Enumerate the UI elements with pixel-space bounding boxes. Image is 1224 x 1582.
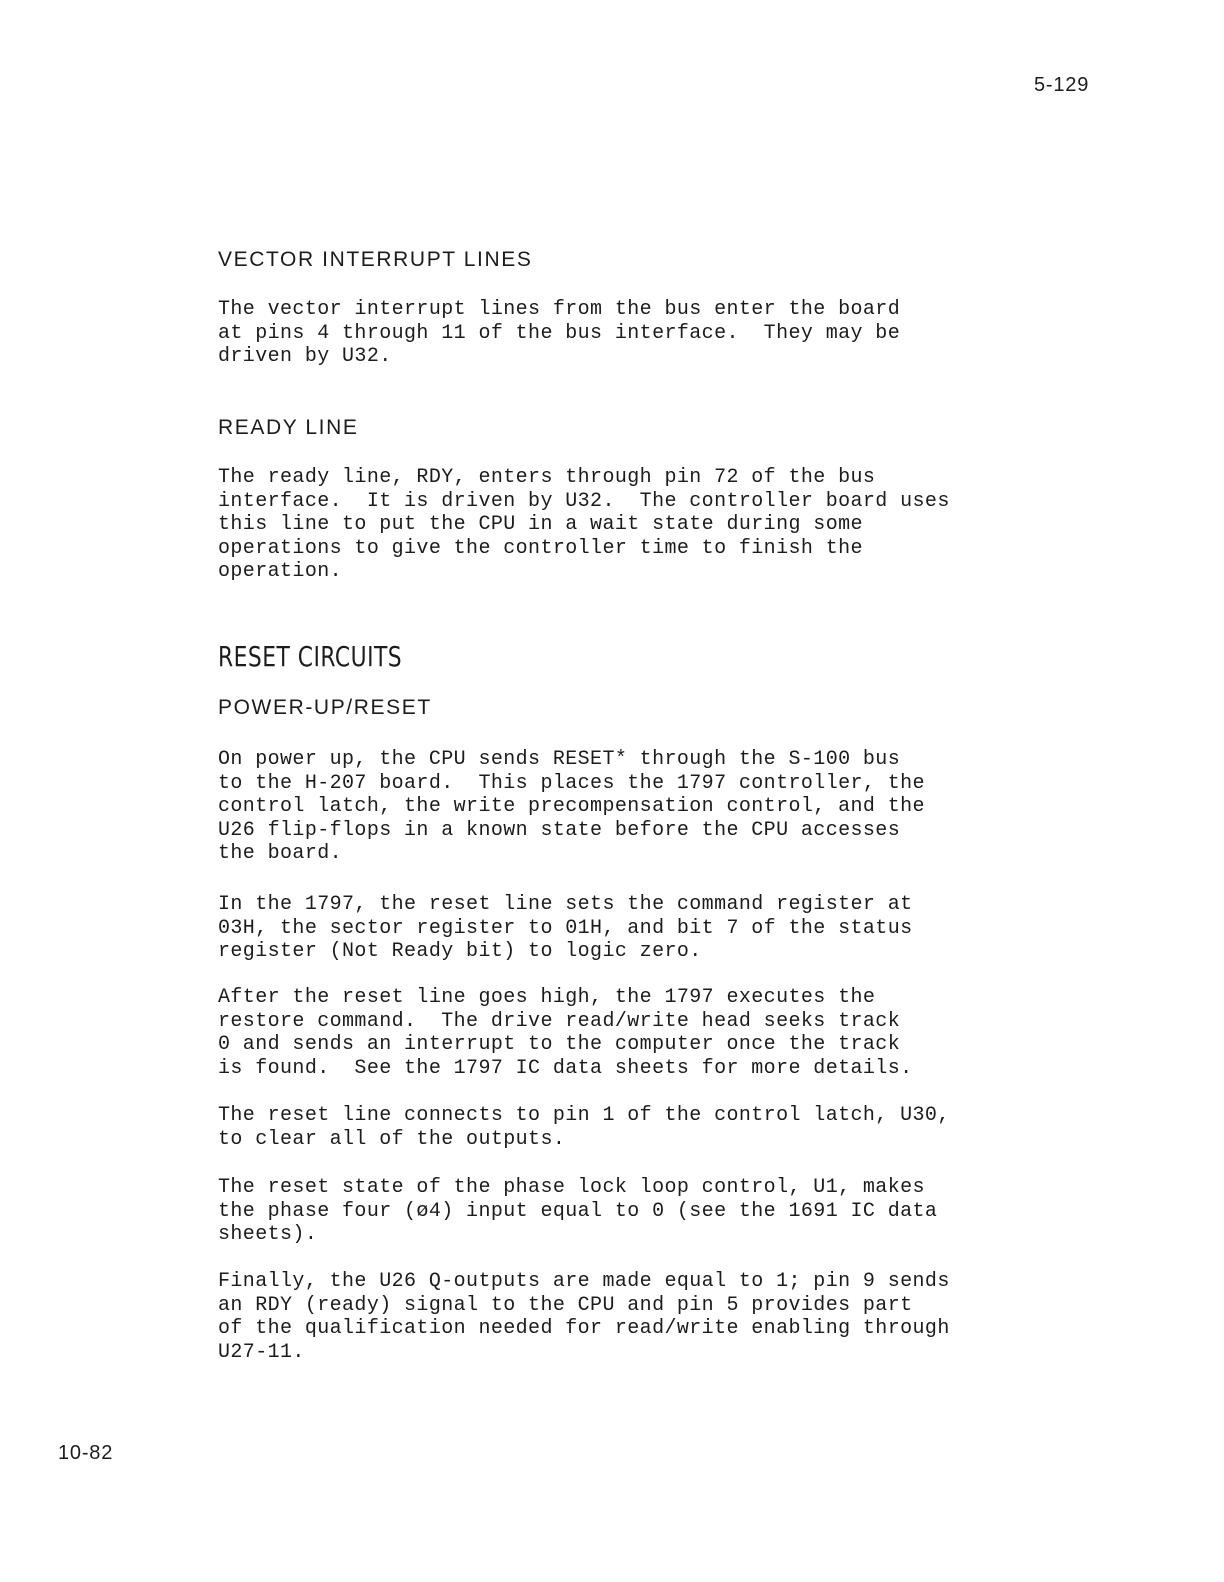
text-line: control latch, the write precompensation control, and the bbox=[218, 795, 925, 818]
text-line: In the 1797, the reset line sets the command register at bbox=[218, 893, 913, 916]
text-line: Finally, the U26 Q-outputs are made equal to 1; pin 9 sends bbox=[218, 1270, 950, 1293]
paragraph-control-latch bbox=[218, 1104, 958, 1151]
page-number-bottom: 10-82 bbox=[58, 1442, 114, 1464]
text-line: is found. See the 1797 IC data sheets for more details. bbox=[218, 1056, 913, 1080]
paragraph-ready-line bbox=[218, 466, 958, 584]
text-line: restore command. The drive read/write head seeks track bbox=[218, 1009, 901, 1033]
text-line: at pins 4 through 11 of the bus interface. They may be bbox=[218, 321, 901, 345]
paragraph-1797-reset bbox=[218, 893, 958, 964]
text-line: an RDY (ready) signal to the CPU and pin 5 provides part bbox=[218, 1293, 913, 1317]
text-line: interface. It is driven by U32. The controller board uses bbox=[218, 489, 950, 513]
paragraph-phase-lock-loop bbox=[218, 1176, 958, 1247]
text-line: the board. bbox=[218, 842, 343, 865]
text-line: After the reset line goes high, the 1797 executes the bbox=[218, 986, 876, 1009]
paragraph-after-reset bbox=[218, 986, 958, 1080]
text-line: to clear all of the outputs. bbox=[218, 1127, 566, 1151]
text-line: 03H, the sector register to 01H, and bit 7 of the status bbox=[218, 916, 913, 940]
text-line: On power up, the CPU sends RESET* through the S-100 bus bbox=[218, 748, 901, 771]
text-line: to the H-207 board. This places the 1797 controller, the bbox=[218, 771, 925, 795]
text-line: the phase four (ø4) input equal to 0 (see the 1691 IC data bbox=[218, 1199, 938, 1223]
heading-ready-line: READY LINE bbox=[218, 416, 359, 439]
text-line: sheets). bbox=[218, 1223, 318, 1246]
text-line: of the qualification needed for read/write enabling through bbox=[218, 1317, 950, 1340]
paragraph-finally bbox=[218, 1270, 958, 1364]
text-line: The ready line, RDY, enters through pin 72 of the bus bbox=[218, 466, 876, 489]
section-title-reset-circuits: RESET CIRCUITS bbox=[218, 640, 403, 673]
text-line: The vector interrupt lines from the bus enter the board bbox=[218, 298, 901, 321]
paragraph-power-up bbox=[218, 748, 958, 866]
text-line: The reset state of the phase lock loop control, U1, makes bbox=[218, 1176, 925, 1199]
text-line: U27-11. bbox=[218, 1340, 305, 1364]
text-line: this line to put the CPU in a wait state during some bbox=[218, 513, 863, 536]
text-line: 0 and sends an interrupt to the computer once the track bbox=[218, 1033, 901, 1056]
text-line: operations to give the controller time to finish the bbox=[218, 536, 863, 560]
text-line: driven by U32. bbox=[218, 345, 392, 368]
page-number-top: 5-129 bbox=[1034, 74, 1090, 96]
paragraph-vector-interrupt bbox=[218, 298, 958, 369]
text-line: operation. bbox=[218, 560, 343, 583]
heading-vector-interrupt-lines: VECTOR INTERRUPT LINES bbox=[218, 248, 533, 271]
text-line: U26 flip-flops in a known state before the CPU accesses bbox=[218, 818, 901, 842]
text-line: register (Not Ready bit) to logic zero. bbox=[218, 940, 702, 963]
heading-power-up-reset: POWER-UP/RESET bbox=[218, 696, 432, 719]
text-line: The reset line connects to pin 1 of the control latch, U30, bbox=[218, 1104, 950, 1127]
